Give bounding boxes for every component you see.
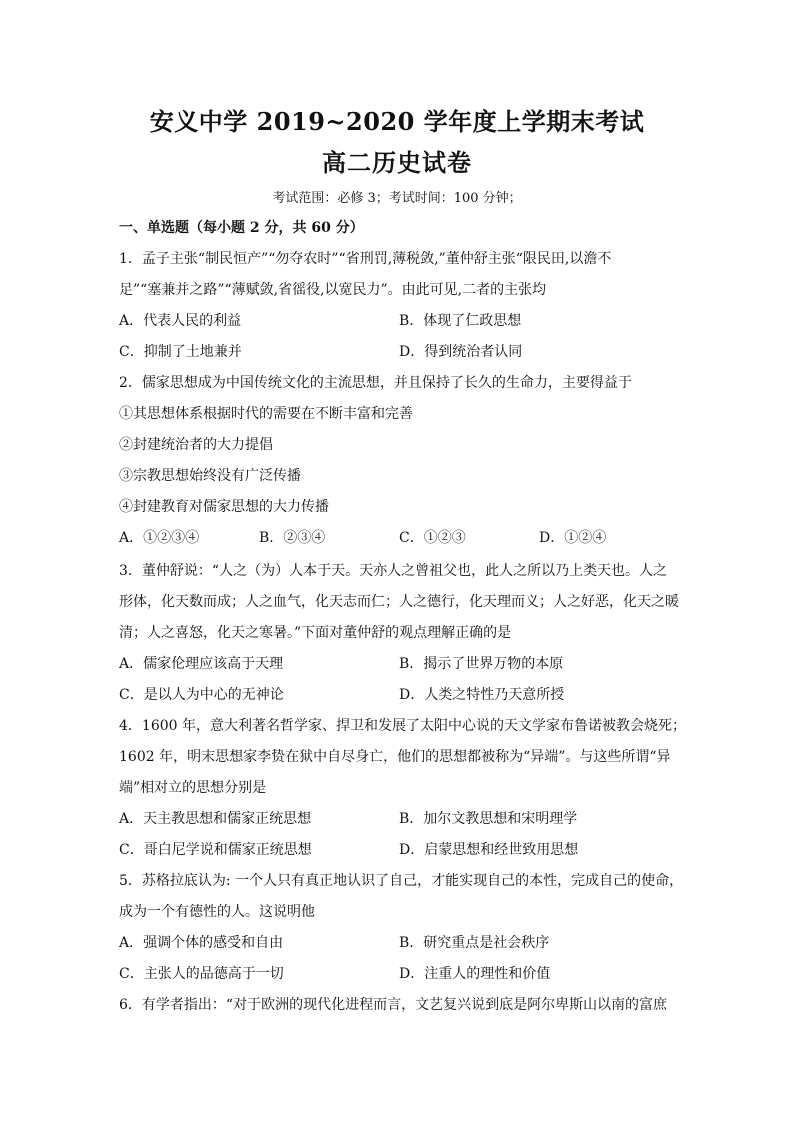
q4-option-d: D．启蒙思想和经世致用思想: [399, 842, 579, 858]
q4-stem-line3: 端”相对立的思想分别是: [119, 780, 267, 796]
q5-option-d: D．注重人的理性和价值: [399, 966, 551, 982]
q1-stem-line2: 足”“塞兼并之路”“薄赋敛,省徭役,以宽民力”。由此可见,二者的主张均: [119, 282, 547, 298]
q2-item-4: ④封建教育对儒家思想的大力传播: [119, 499, 329, 515]
q3-option-c: C．是以人为中心的无神论: [119, 687, 284, 703]
q3-option-d: D．人类之特性乃天意所授: [399, 687, 565, 703]
q5-option-b: B．研究重点是社会秩序: [399, 935, 550, 951]
q2-option-d: D．①②④: [539, 530, 607, 546]
q3-stem-line1: 3．董仲舒说：“人之（为）人本于天。天亦人之曾祖父也，此人之所以乃上类天也。人之: [119, 563, 668, 579]
q4-option-a: A．天主教思想和儒家正统思想: [119, 811, 312, 827]
q2-item-3: ③宗教思想始终没有广泛传播: [119, 468, 301, 484]
q2-option-c: C．①②③: [399, 530, 466, 546]
exam-title: 安义中学 2019~2020 学年度上学期末考试: [149, 107, 645, 136]
q5-stem-line1: 5．苏格拉底认为: 一个人只有真正地认识了自己，才能实现自己的本性，完成自己的使命，: [119, 873, 684, 889]
q2-stem: 2．儒家思想成为中国传统文化的主流思想，并且保持了长久的生命力，主要得益于: [119, 375, 632, 391]
q4-stem-line2: 1602 年，明末思想家李贽在狱中自尽身亡，他们的思想都被称为“异端”。与这些所谓“异: [119, 749, 671, 765]
q6-stem-line1: 6．有学者指出：“对于欧洲的现代化进程而言，文艺复兴说到底是阿尔卑斯山以南的富庶: [119, 997, 668, 1013]
q2-option-a: A．①②③④: [119, 530, 200, 546]
q1-option-a: A．代表人民的利益: [119, 313, 242, 329]
q3-stem-line3: 清；人之喜怒，化天之寒暑。”下面对董仲舒的观点理解正确的是: [119, 625, 512, 641]
q2-item-1: ①其思想体系根据时代的需要在不断丰富和完善: [119, 406, 413, 422]
q2-item-2: ②封建统治者的大力提倡: [119, 437, 273, 453]
q4-stem-line1: 4．1600 年，意大利著名哲学家、捍卫和发展了太阳中心说的天文学家布鲁诺被教会烧死；: [119, 718, 686, 734]
exam-subtitle: 高二历史试卷: [322, 148, 472, 177]
q4-option-c: C．哥白尼学说和儒家正统思想: [119, 842, 312, 858]
q5-stem-line2: 成为一个有德性的人。这说明他: [119, 904, 315, 920]
q1-option-b: B．体现了仁政思想: [399, 313, 522, 329]
q1-option-c: C．抑制了土地兼并: [119, 344, 242, 360]
q1-option-d: D．得到统治者认同: [399, 344, 523, 360]
exam-info: 考试范围：必修 3；考试时间：100 分钟；: [272, 191, 522, 206]
q4-option-b: B．加尔文教思想和宋明理学: [399, 811, 578, 827]
q3-option-b: B．揭示了世界万物的本原: [399, 656, 564, 672]
q5-option-c: C．主张人的品德高于一切: [119, 966, 284, 982]
q2-option-b: B．②③④: [259, 530, 326, 546]
section-heading: 一、单选题（每小题 2 分，共 60 分）: [119, 220, 364, 236]
q1-stem-line1: 1．孟子主张“制民恒产”“勿夺农时”“省刑罚,薄税敛,”董仲舒主张“限民田,以澹不: [119, 251, 612, 267]
q3-option-a: A．儒家伦理应该高于天理: [119, 656, 284, 672]
q5-option-a: A．强调个体的感受和自由: [119, 935, 284, 951]
q3-stem-line2: 形体，化天数而成；人之血气，化天志而仁；人之德行，化天理而义；人之好恶，化天之暖: [119, 594, 679, 610]
